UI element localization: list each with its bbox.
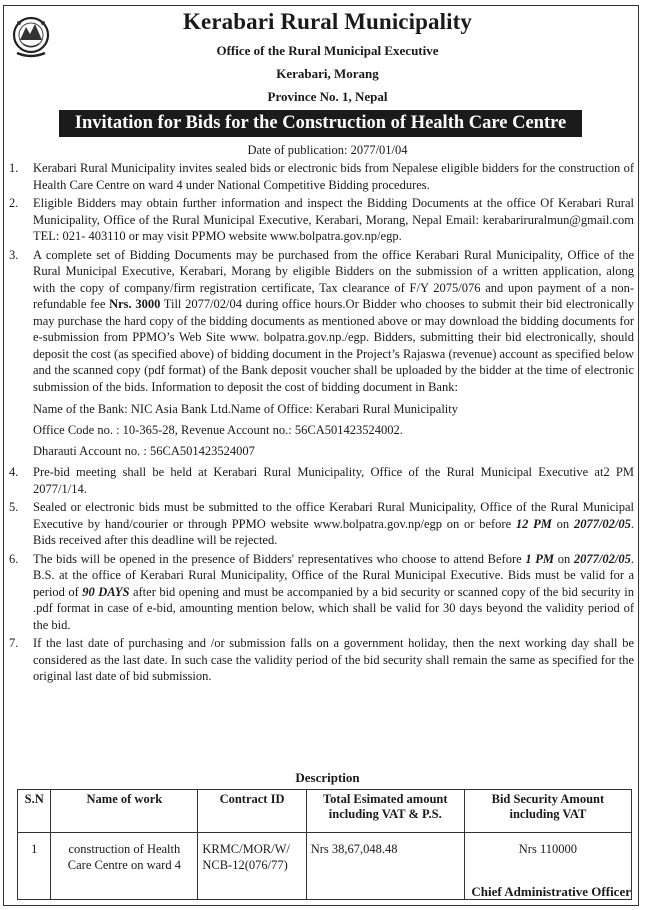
bank-details [33,399,634,462]
document-fee: Nrs. 3000 [109,297,161,311]
description-heading: Description [295,770,360,785]
item-number: 3. [9,247,19,262]
cell-contract-id: KRMC/MOR/W/ NCB-12(076/77) [198,833,306,900]
notice-item-6 [9,551,634,634]
cell-amount: Nrs 38,67,048.48 [306,833,464,900]
office-address: Kerabari, Morang [276,66,379,81]
item-text-cont: Till 2077/02/04 during office hours.Or Bidder who chooses to submit their bid electronically may purchase the hard copy of the bidding documents as mentioned above or may download the bidding documents for e-submission from PPMO’s Web Site www. bolpatra.gov.np./egp. Bidders, submitting their bid electronically, should deposit the cost (as specified above) of bidding document in the Project’s Rajaswa (revenue) account as specified below and the scanned copy (pdf format) of the Bank deposit voucher shall be uploaded by the bidder at the time of electronic submission of the bids. Information to deposit the cost of bidding document in Bank: [33,297,634,394]
item-text: If the last date of purchasing and /or submission falls on a government holiday, then the next working day shall be considered as the last date. In such case the validity period of the bid security shall remain the same as specified for the original last date of bid submission. [33,636,634,683]
item-number: 5. [9,500,19,514]
notice-item-2 [9,195,634,245]
table-header-row [18,790,632,833]
office-code-line: Office Code no. : 10-365-28, Revenue Account no.: 56CA501423524002. [33,423,403,437]
item-text-end: after bid opening and must be accompanied by a bid security or scanned copy of the bid security in .pdf format in case of e-bid, amounting mention below, which shall be valid for 30 days beyond the validity period of the bid. [33,584,634,632]
column-header-contract-id: Contract ID [198,790,306,833]
opening-time: 1 PM [525,551,555,566]
item-text: The bids will be opened in the presence of Bidders' representatives who choose to attend Before [33,551,526,566]
column-header-amount: Total Esimated amount including VAT & P.S. [306,790,464,833]
item-text: Sealed or electronic bids must be submitted to the office Kerabari Rural Municipality, Office of the Rural Municipal Executive by hand/courier or through PPMO website www.bolpatra.gov.np/egp on or before [33,500,634,531]
notice-items [9,160,634,687]
item-text: A complete set of Bidding Documents may be purchased from the office Kerabari Rural Municipality, Office of the Rural Municipal Executive, Kerabari, Morang by eligible Bidders on the submission of a written application, along with the copy of company/firm registration certificate, Tax clearance of F/Y 2075/076 and upon payment of a non-refundable fee [33,247,634,311]
opening-date: 2077/02/05 [573,551,631,566]
cell-sn: 1 [18,833,51,900]
publication-date: Date of publication: 2077/01/04 [247,143,408,157]
item-text: Eligible Bidders may obtain further information and inspect the Bidding Documents at the office Of Kerabari Rural Municipality, Office of the Rural Municipal Executive, Kerabari, Morang, Nepal Email: kerabariruralmun@gmail.com TEL: 021- 403110 or may visit PPMO website www.bolpatra.gov.np/egp. [33,196,634,243]
signatory-title: Chief Administrative Officer [471,884,631,899]
submission-time: 12 PM [515,516,552,531]
item-number: 2. [9,196,19,210]
item-text: Pre-bid meeting shall be held at Kerabari Rural Municipality, Office of the Rural Municipal Executive at2 PM 2077/1/14. [33,465,634,496]
item-text-cont: on [551,516,574,531]
validity-days: 90 DAYS [82,584,130,599]
dharauti-account-line: Dharauti Account no. : 56CA501423524007 [33,444,255,458]
item-text-cont: . B.S. at the office of Kerabari Rural Municipality, Office of the Rural Municipal Executive. Bids must be valid for a period of [33,551,634,599]
item-text: Kerabari Rural Municipality invites sealed bids or electronic bids from Nepalese eligible bidders for the construction of Health Care Centre on ward 4 under National Competitive Bidding procedures. [33,161,634,192]
cell-work: construction of Health Care Centre on ward 4 [51,833,198,900]
office-name: Office of the Rural Municipal Executive [216,43,439,58]
municipality-title: Kerabari Rural Municipality [183,9,472,34]
column-header-security: Bid Security Amount including VAT [464,790,631,833]
province-name: Province No. 1, Nepal [267,89,388,104]
column-header-sn: S.N [18,790,51,833]
notice-item-4 [9,464,634,497]
item-number: 7. [9,636,19,650]
notice-item-3 [9,247,634,463]
item-text-cont: on [554,551,574,566]
cell-security: Nrs 110000 [464,833,631,900]
item-text-end: . Bids received after this deadline will be rejected. [33,516,635,547]
item-number: 1. [9,161,19,175]
column-header-work: Name of work [51,790,198,833]
notice-item-5 [9,499,634,549]
item-number: 6. [9,551,19,566]
notice-item-1 [9,160,634,193]
notice-title-banner: Invitation for Bids for the Construction of Health Care Centre [59,110,582,137]
notice-item-7 [9,635,634,685]
bank-name-line: Name of the Bank: NIC Asia Bank Ltd.Name of Office: Kerabari Rural Municipality [33,402,458,416]
item-number: 4. [9,465,19,479]
submission-date: 2077/02/05 [573,516,631,531]
